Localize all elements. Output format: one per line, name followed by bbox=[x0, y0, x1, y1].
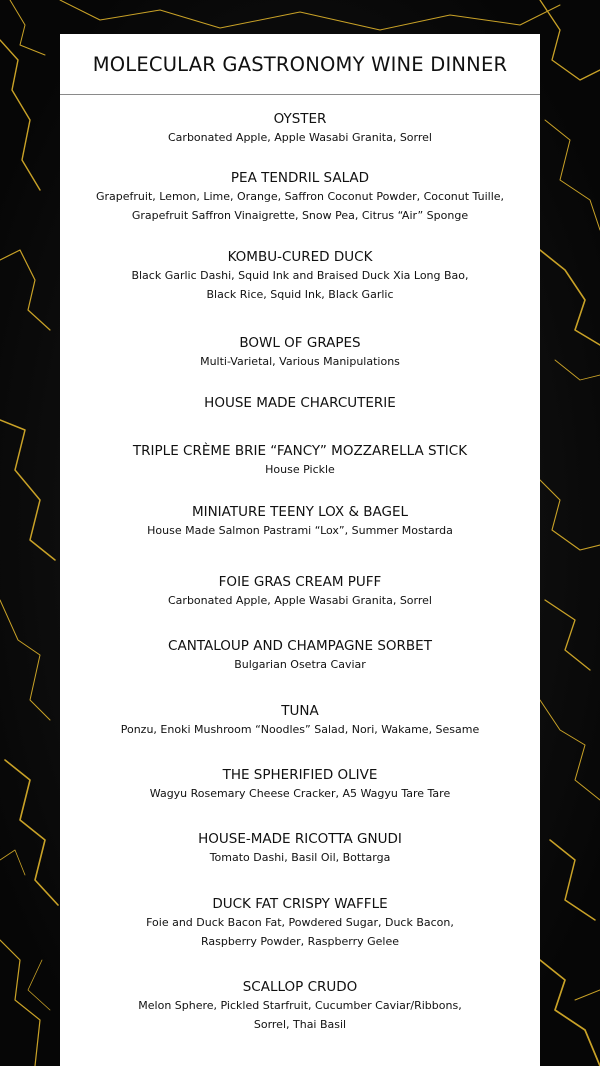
menu-item-description: Raspberry Powder, Raspberry Gelee bbox=[200, 935, 400, 948]
menu-item-name: THE SPHERIFIED OLIVE bbox=[222, 767, 378, 783]
menu-item-name: OYSTER bbox=[273, 111, 327, 127]
menu-item-name: BOWL OF GRAPES bbox=[239, 335, 361, 351]
menu-item-description: Bulgarian Osetra Caviar bbox=[234, 658, 366, 671]
menu-item-description: Ponzu, Enoki Mushroom “Noodles” Salad, Nori, Wakame, Sesame bbox=[120, 723, 480, 736]
menu-item-description: Black Rice, Squid Ink, Black Garlic bbox=[206, 288, 394, 301]
menu-item-name: TRIPLE CRÈME BRIE “FANCY” MOZZARELLA STICK bbox=[132, 443, 468, 459]
menu-item bbox=[60, 334, 540, 371]
menu-item bbox=[60, 394, 540, 412]
menu-item-name: SCALLOP CRUDO bbox=[242, 979, 358, 995]
menu-item bbox=[60, 702, 540, 739]
menu-item bbox=[60, 503, 540, 540]
menu-item bbox=[60, 169, 540, 225]
menu-item bbox=[60, 573, 540, 610]
menu-item-description: Carbonated Apple, Apple Wasabi Granita, Sorrel bbox=[168, 594, 432, 607]
menu-item-description: Black Garlic Dashi, Squid Ink and Braised Duck Xia Long Bao, bbox=[131, 269, 469, 282]
menu-item-description: Grapefruit Saffron Vinaigrette, Snow Pea, Citrus “Air” Sponge bbox=[131, 209, 469, 222]
menu-item-description: Foie and Duck Bacon Fat, Powdered Sugar, Duck Bacon, bbox=[146, 916, 454, 929]
menu-item-description: Melon Sphere, Pickled Starfruit, Cucumber Caviar/Ribbons, bbox=[138, 999, 462, 1012]
menu-item-name: HOUSE MADE CHARCUTERIE bbox=[204, 395, 396, 411]
title-divider bbox=[60, 94, 540, 95]
menu-item bbox=[60, 637, 540, 674]
menu-item bbox=[60, 830, 540, 867]
menu-item-description: Carbonated Apple, Apple Wasabi Granita, Sorrel bbox=[168, 131, 432, 144]
menu-item-description: House Pickle bbox=[265, 463, 335, 476]
menu-item bbox=[60, 248, 540, 304]
menu-title: MOLECULAR GASTRONOMY WINE DINNER bbox=[92, 52, 508, 76]
menu-item-name: DUCK FAT CRISPY WAFFLE bbox=[212, 896, 388, 912]
menu-item-description: Multi-Varietal, Various Manipulations bbox=[200, 355, 400, 368]
menu-item-description: Sorrel, Thai Basil bbox=[253, 1018, 347, 1031]
menu-card bbox=[60, 34, 540, 1066]
menu-item-name: HOUSE-MADE RICOTTA GNUDI bbox=[198, 831, 402, 847]
menu-item-description: Wagyu Rosemary Cheese Cracker, A5 Wagyu Tare Tare bbox=[149, 787, 451, 800]
menu-item bbox=[60, 895, 540, 951]
menu-item bbox=[60, 978, 540, 1034]
menu-item-description: House Made Salmon Pastrami “Lox”, Summer Mostarda bbox=[147, 524, 453, 537]
menu-item-description: Tomato Dashi, Basil Oil, Bottarga bbox=[209, 851, 391, 864]
menu-item-description: Grapefruit, Lemon, Lime, Orange, Saffron Coconut Powder, Coconut Tuille, bbox=[95, 190, 505, 203]
menu-item-name: FOIE GRAS CREAM PUFF bbox=[218, 574, 382, 590]
menu-item-name: TUNA bbox=[281, 703, 319, 719]
menu-item-name: PEA TENDRIL SALAD bbox=[230, 170, 370, 186]
menu-item bbox=[60, 766, 540, 803]
menu-item bbox=[60, 110, 540, 147]
menu-item bbox=[60, 442, 540, 479]
menu-item-name: KOMBU-CURED DUCK bbox=[227, 249, 373, 265]
menu-item-name: CANTALOUP AND CHAMPAGNE SORBET bbox=[168, 638, 432, 654]
menu-item-name: MINIATURE TEENY LOX & BAGEL bbox=[191, 504, 409, 520]
